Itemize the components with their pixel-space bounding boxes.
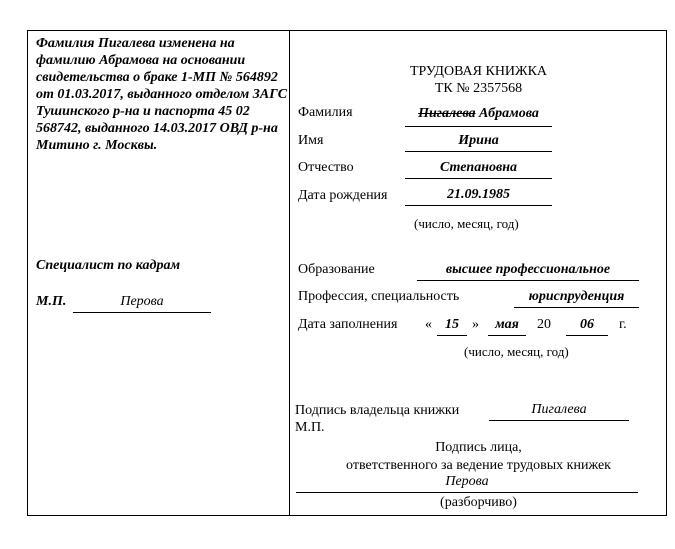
fill-day: 15 [437, 315, 467, 336]
surname-new: Абрамова [479, 106, 539, 121]
document-number: ТК № 2357568 [434, 81, 523, 96]
quote-open: « [425, 317, 432, 332]
responsible-signature: Перова [296, 472, 638, 493]
responsible-label-line1: Подпись лица, [435, 440, 522, 455]
education-value: высшее профессиональное [417, 260, 639, 281]
surname-label: Фамилия [298, 105, 353, 120]
document-title: ТРУДОВАЯ КНИЖКА [409, 64, 548, 79]
fill-month: мая [488, 315, 526, 336]
owner-signature-label: Подпись владельца книжки [295, 403, 460, 418]
legible-hint: (разборчиво) [440, 495, 517, 510]
quote-close: » [472, 317, 479, 332]
name-value: Ирина [405, 131, 552, 152]
specialist-signature: Перова [73, 292, 211, 313]
owner-signature: Пигалева [489, 400, 629, 421]
owner-mp-label: М.П. [295, 420, 325, 435]
surname-change-note: Фамилия Пигалева изменена на фамилию Абрамова на основании свидетельства о браке 1-МП № 564892 от 01.03.2017, выданного отделом ЗАГС Тушинского р-на и паспорта 45 02 568742, выданного 14.03.2017 ОВД р-на Митино г. Москвы. [36, 36, 288, 153]
profession-value: юриспруденция [514, 287, 639, 308]
fill-year-suffix: г. [619, 317, 627, 332]
birth-hint: (число, месяц, год) [414, 216, 519, 231]
left-mp-label: М.П. [36, 294, 67, 309]
surname-old: Пигалева [418, 106, 476, 121]
patronymic-label: Отчество [298, 160, 354, 175]
responsible-label-line2: ответственного за ведение трудовых книжек [346, 458, 611, 473]
specialist-label: Специалист по кадрам [36, 258, 181, 273]
fill-date-hint: (число, месяц, год) [464, 344, 569, 359]
birth-value: 21.09.1985 [405, 185, 552, 206]
fill-century: 20 [537, 317, 551, 332]
surname-field [405, 104, 552, 127]
profession-label: Профессия, специальность [298, 289, 460, 304]
education-label: Образование [298, 262, 375, 277]
fill-date-label: Дата заполнения [298, 317, 398, 332]
patronymic-value: Степановна [405, 158, 552, 179]
name-label: Имя [298, 133, 324, 148]
birth-label: Дата рождения [298, 188, 388, 203]
fill-year: 06 [566, 315, 608, 336]
